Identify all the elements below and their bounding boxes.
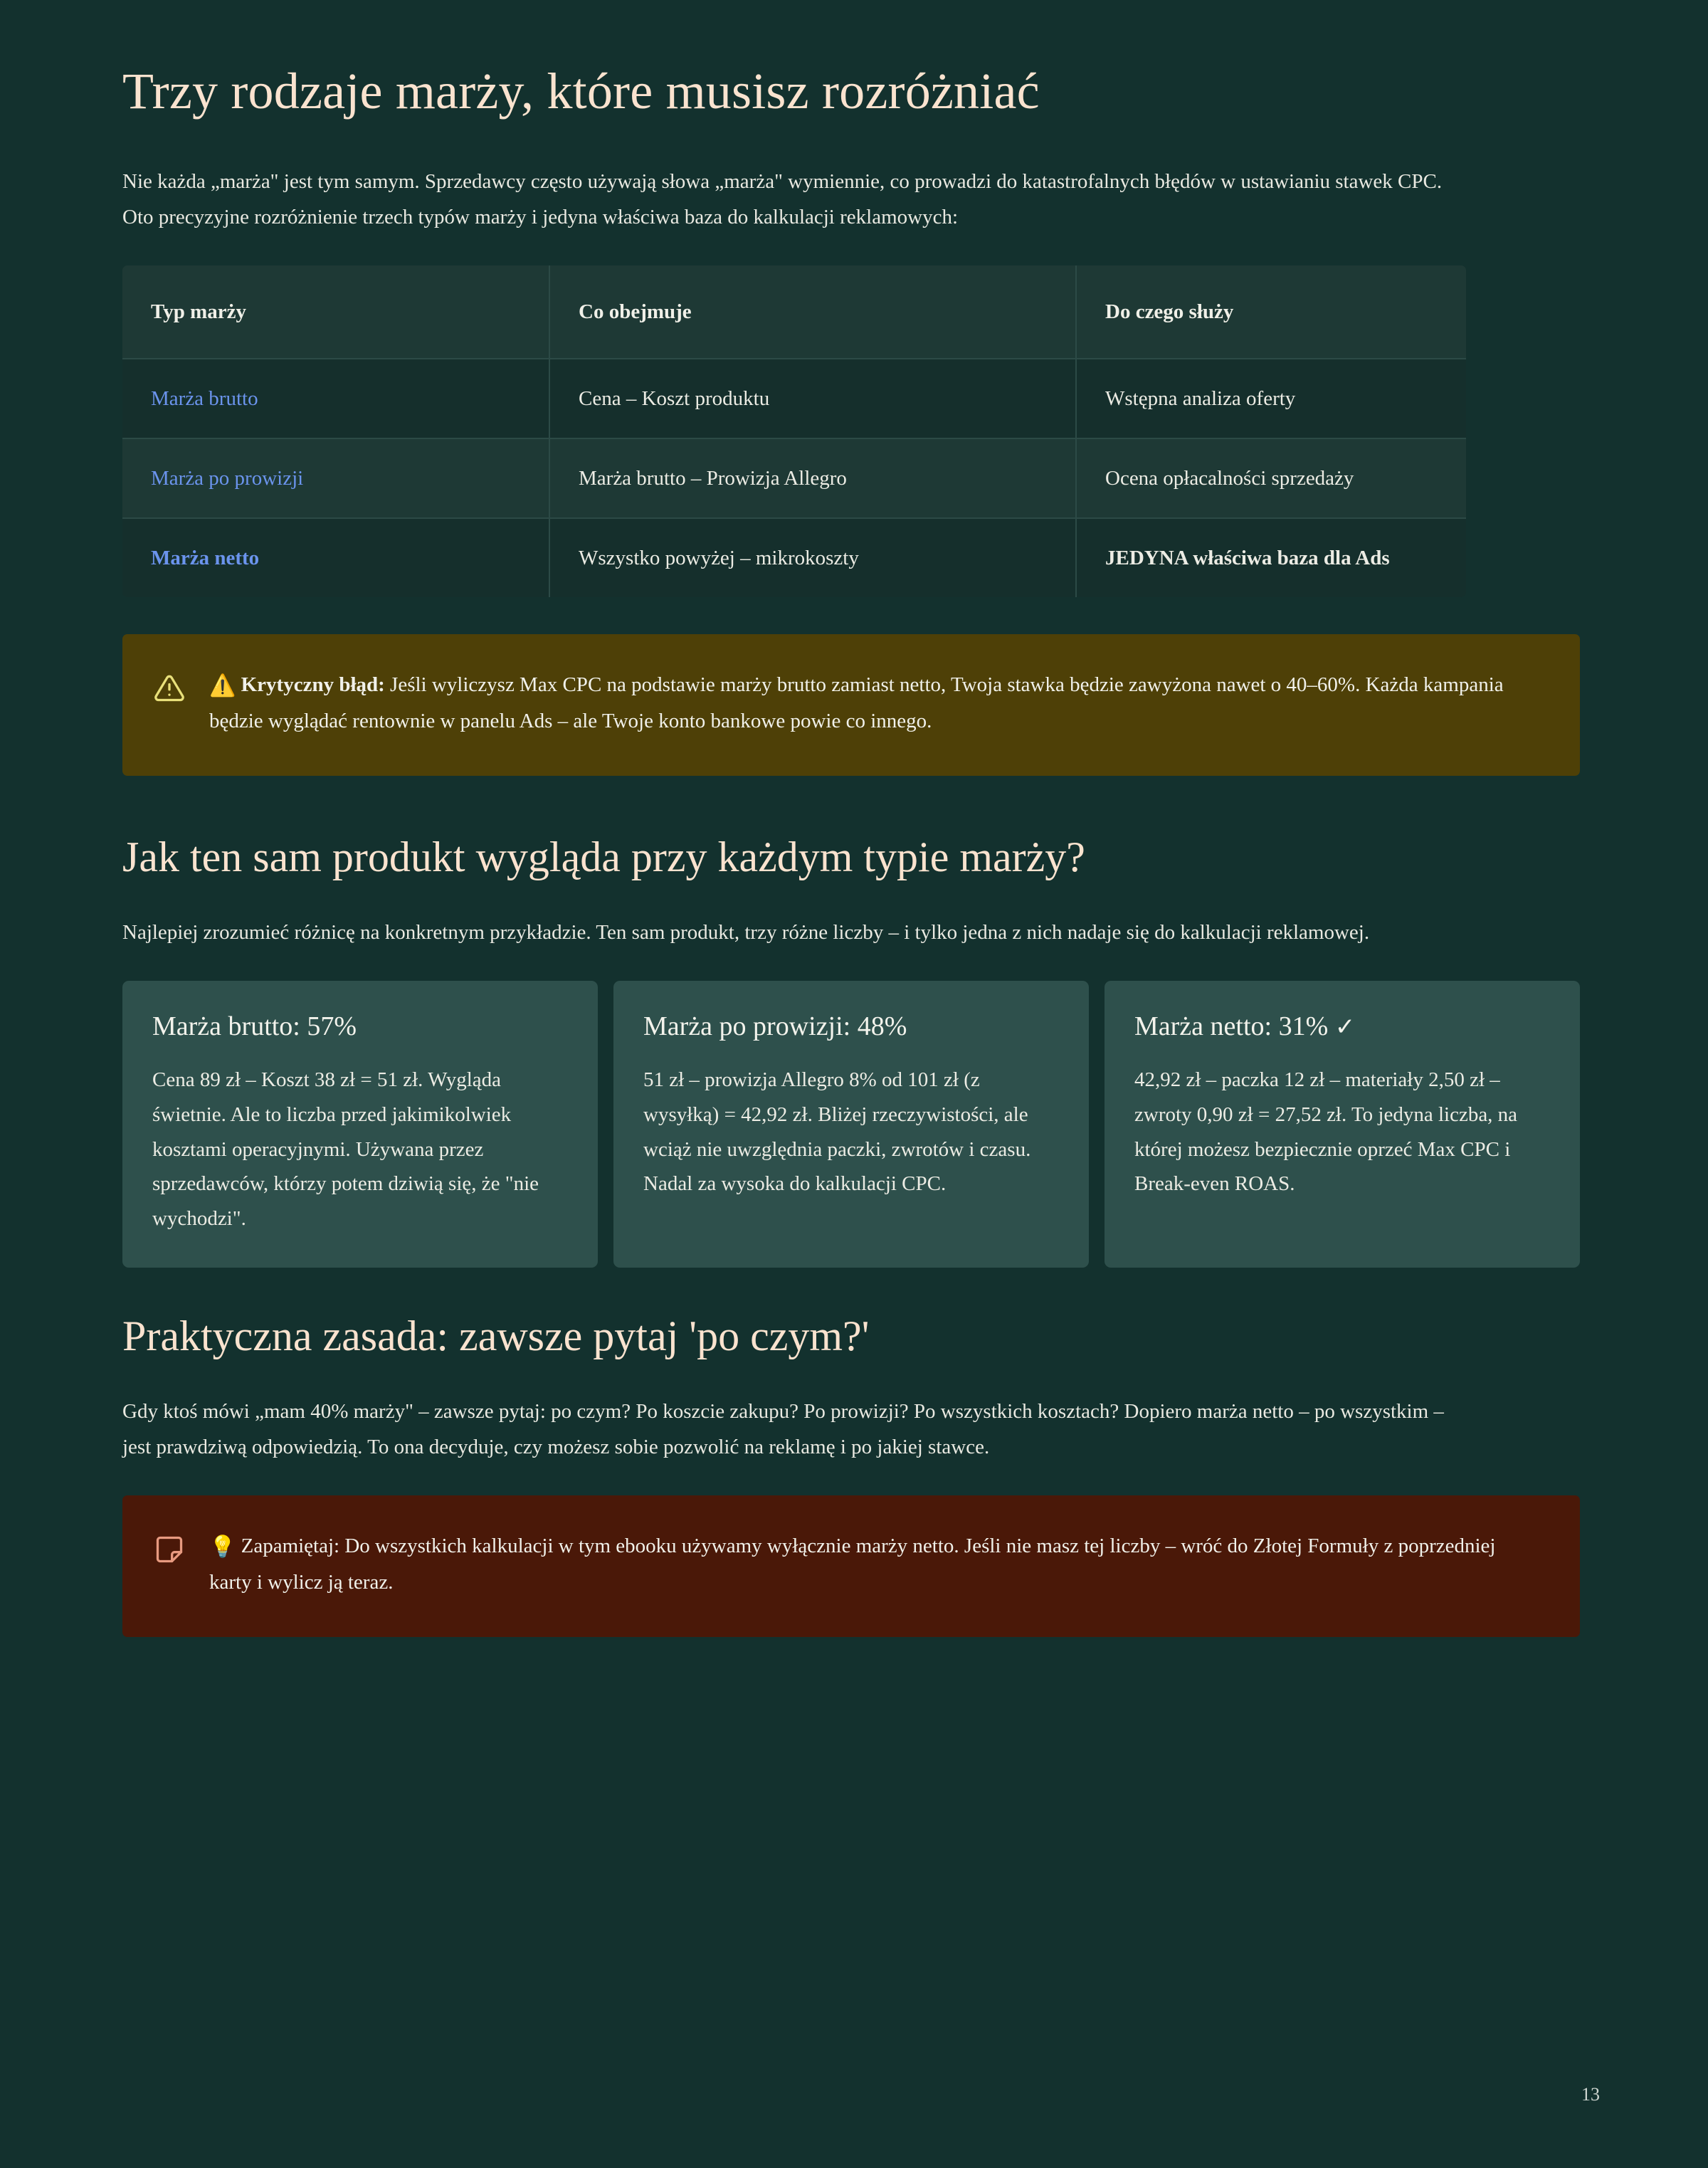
table-cell-includes: Cena – Koszt produktu — [549, 359, 1076, 438]
check-icon: ✓ — [1334, 1012, 1356, 1041]
remember-body: Zapamiętaj: Do wszystkich kalkulacji w tym ebooku używamy wyłącznie marży netto. Jeśli nie masz tej liczby – wróć do Złotej Formuły z poprzedniej karty i wylicz ją teraz. — [209, 1534, 1496, 1594]
card-title-text: Marża po prowizji: 48% — [643, 1011, 907, 1041]
table-header-includes: Co obejmuje — [549, 265, 1076, 359]
page-title: Trzy rodzaje marży, które musisz rozróżniać — [122, 63, 1040, 120]
table-row — [122, 518, 1466, 597]
card-net-margin — [1105, 981, 1580, 1268]
card-body: 42,92 zł – paczka 12 zł – materiały 2,50 zł – zwroty 0,90 zł = 27,52 zł. To jedyna liczba, na której możesz bezpiecznie oprzeć Max CPC i Break-even ROAS. — [1134, 1068, 1518, 1196]
card-title-text: Marża netto: 31% — [1134, 1011, 1329, 1041]
table-cell-includes: Marża brutto – Prowizja Allegro — [549, 438, 1076, 518]
table-row — [122, 359, 1466, 438]
card-body: 51 zł – prowizja Allegro 8% od 101 zł (z wysyłką) = 42,92 zł. Bliżej rzeczywistości, ale wciąż nie uwzględnia paczki, zwrotów i czasu. Nadal za wysoka do kalkulacji CPC. — [643, 1068, 1031, 1196]
table-cell-purpose: Wstępna analiza oferty — [1076, 359, 1466, 438]
warning-triangle-icon — [154, 673, 185, 704]
table-header-type: Typ marży — [122, 265, 549, 359]
table-cell-purpose: JEDYNA właściwa baza dla Ads — [1076, 518, 1466, 597]
table-cell-type: Marża brutto — [122, 359, 549, 438]
card-title — [152, 1009, 568, 1044]
card-title — [1134, 1009, 1550, 1044]
card-after-commission-margin — [613, 981, 1089, 1268]
critical-error-lead: Krytyczny błąd: — [241, 673, 385, 696]
section-title-comparison: Jak ten sam produkt wygląda przy każdym typie marży? — [122, 833, 1085, 881]
remember-callout — [122, 1495, 1580, 1637]
page-number: 13 — [1581, 2084, 1600, 2105]
card-gross-margin — [122, 981, 598, 1268]
table-cell-type: Marża po prowizji — [122, 438, 549, 518]
margin-types-table-container — [122, 265, 1466, 597]
section-paragraph-comparison: Najlepiej zrozumieć różnicę na konkretnym przykładzie. Ten sam produkt, trzy różne liczby – i tylko jedna z nich nadaje się do kalkulacji reklamowej. — [122, 921, 1370, 944]
lightbulb-emoji-icon: 💡 — [209, 1534, 236, 1559]
table-row — [122, 438, 1466, 518]
warning-emoji-icon: ⚠️ — [209, 673, 236, 698]
card-title-text: Marża brutto: 57% — [152, 1011, 357, 1041]
critical-error-body: Jeśli wyliczysz Max CPC na podstawie marży brutto zamiast netto, Twoja stawka będzie zawyżona nawet o 40–60%. Każda kampania będzie wyglądać rentownie w panelu Ads – ale Twoje konto bankowe powie co innego. — [209, 673, 1504, 733]
critical-error-callout — [122, 634, 1580, 776]
margin-types-table — [122, 265, 1466, 597]
card-title — [643, 1009, 1059, 1044]
critical-error-text — [209, 667, 1543, 740]
table-cell-type: Marża netto — [122, 518, 549, 597]
table-header-row — [122, 265, 1466, 359]
table-cell-includes: Wszystko powyżej – mikrokoszty — [549, 518, 1076, 597]
sticky-note-icon — [154, 1534, 185, 1565]
remember-text — [209, 1528, 1543, 1601]
margin-example-cards — [122, 981, 1580, 1268]
table-cell-purpose: Ocena opłacalności sprzedaży — [1076, 438, 1466, 518]
intro-paragraph: Nie każda „marża" jest tym samym. Sprzedawcy często używają słowa „marża" wymiennie, co prowadzi do katastrofalnych błędów w ustawianiu stawek CPC. Oto precyzyjne rozróżnienie trzech typów marży i jedyna właściwa baza do kalkulacji reklamowych: — [122, 169, 1443, 228]
table-header-purpose: Do czego służy — [1076, 265, 1466, 359]
section-paragraph-rule: Gdy ktoś mówi „mam 40% marży" – zawsze pytaj: po czym? Po koszcie zakupu? Po prowizji? Po wszystkich kosztach? Dopiero marża netto – po wszystkim – jest prawdziwą odpowiedzią. To ona decyduje, czy możesz sobie pozwolić na reklamę i po jakiej stawce. — [122, 1399, 1444, 1458]
section-title-rule: Praktyczna zasada: zawsze pytaj 'po czym?' — [122, 1312, 870, 1359]
card-body: Cena 89 zł – Koszt 38 zł = 51 zł. Wygląda świetnie. Ale to liczba przed jakimikolwiek kosztami operacyjnymi. Używana przez sprzedawców, którzy potem dziwią się, że "nie wychodzi". — [152, 1068, 539, 1231]
